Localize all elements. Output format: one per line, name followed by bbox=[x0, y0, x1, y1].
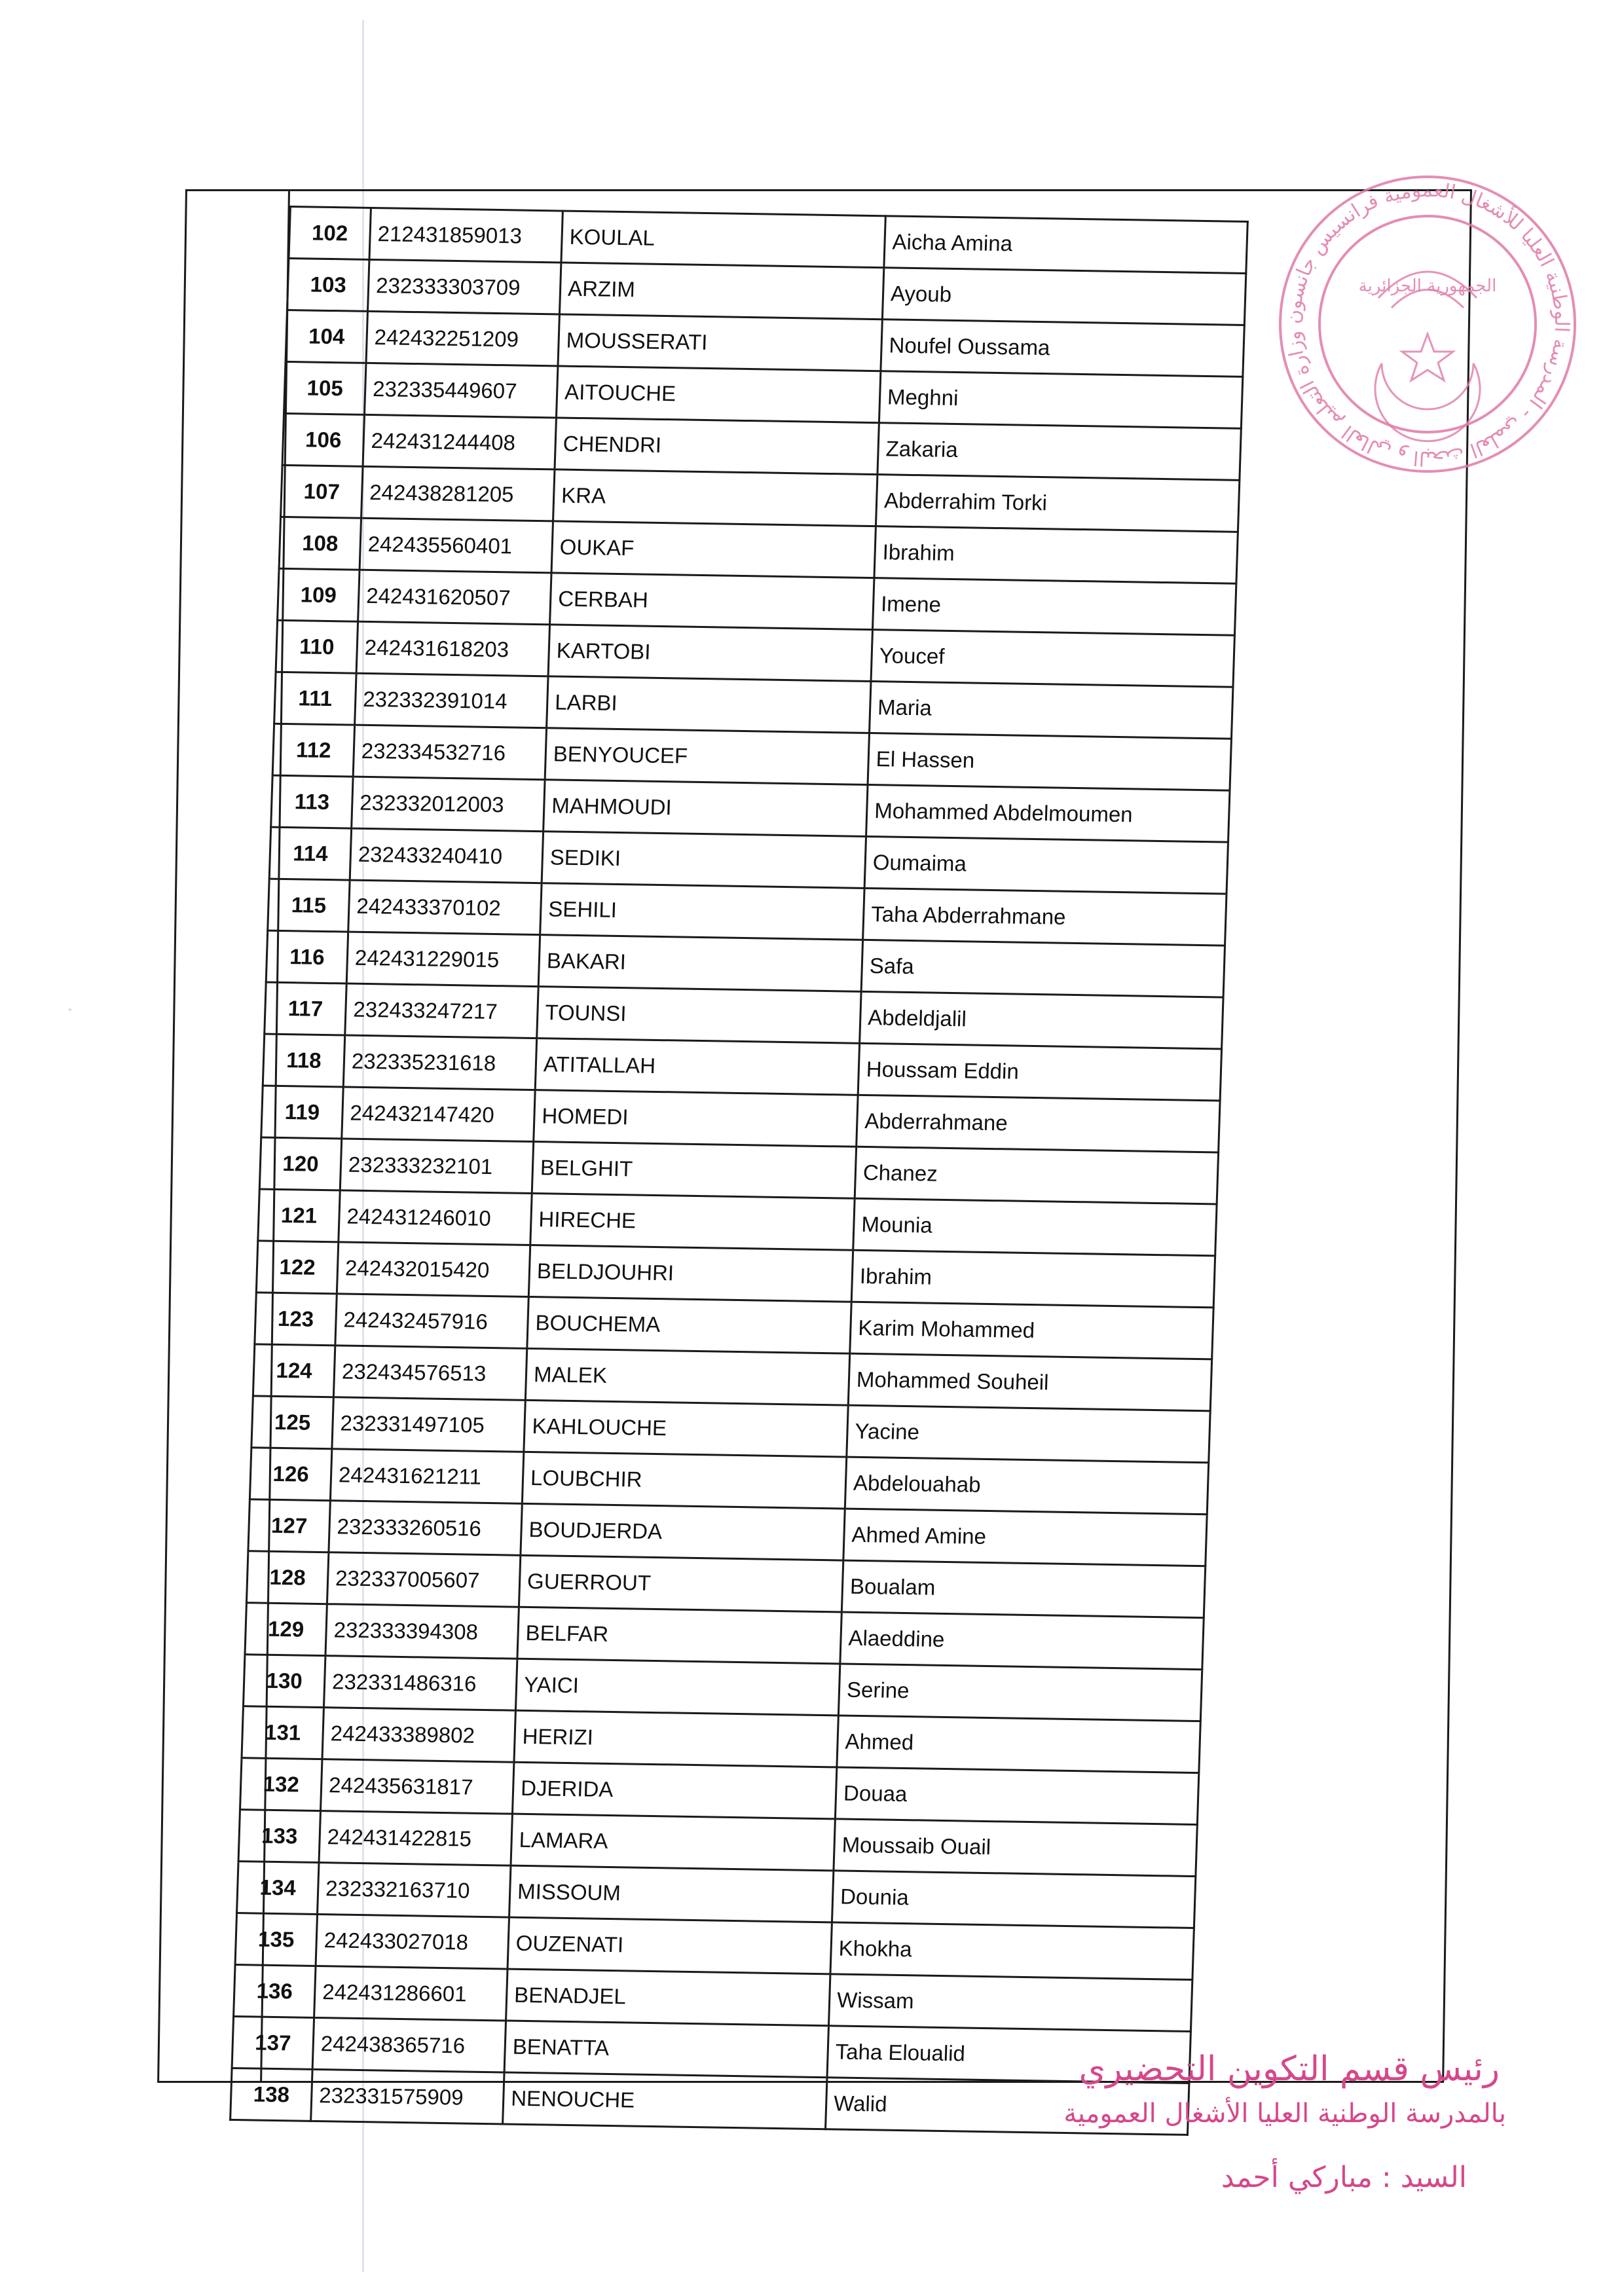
last-name: HIRECHE bbox=[530, 1194, 855, 1251]
last-name: LAMARA bbox=[511, 1814, 835, 1871]
first-name: Mohammed Souheil bbox=[848, 1353, 1211, 1411]
table-body bbox=[231, 207, 1248, 2135]
scan-speck bbox=[69, 1008, 71, 1011]
registration-id: 232333260516 bbox=[329, 1501, 522, 1556]
first-name: Walid bbox=[826, 2078, 1189, 2135]
stamp-ring-text: وزارة التعليم العالي و البحث العلمي - المدرسة الوطنية العليا للأشغال العمومية فرانسيس جانسون bbox=[1282, 178, 1574, 470]
row-number: 118 bbox=[263, 1034, 344, 1087]
first-name: Yacine bbox=[847, 1405, 1210, 1463]
first-name: Abderrahim Torki bbox=[876, 475, 1239, 532]
row-number: 121 bbox=[258, 1189, 340, 1242]
last-name: SEHILI bbox=[540, 883, 864, 940]
signature-title: رئيس قسم التكوين التحضيري bbox=[1079, 2049, 1500, 2089]
registration-id: 242435631817 bbox=[321, 1759, 514, 1814]
first-name: Zakaria bbox=[877, 423, 1241, 481]
registration-id: 232433240410 bbox=[350, 828, 543, 883]
first-name: Abdelouahab bbox=[845, 1457, 1208, 1515]
row-number: 117 bbox=[265, 982, 346, 1035]
first-name: Serine bbox=[838, 1664, 1202, 1721]
registration-id: 242438365716 bbox=[312, 2017, 506, 2072]
first-name: Wissam bbox=[828, 1974, 1192, 2032]
registration-id: 242432251209 bbox=[366, 311, 559, 366]
registration-id: 242432147420 bbox=[342, 1087, 535, 1142]
last-name: MALEK bbox=[525, 1348, 849, 1405]
registration-id: 232334532716 bbox=[353, 725, 546, 780]
first-name: Chanez bbox=[855, 1147, 1218, 1204]
row-number: 130 bbox=[243, 1655, 325, 1708]
last-name: HOMEDI bbox=[534, 1090, 858, 1147]
first-name: Taha Abderrahmane bbox=[863, 888, 1227, 946]
first-name: Ibrahim bbox=[851, 1250, 1215, 1308]
first-name: Aicha Amina bbox=[884, 216, 1247, 274]
registration-id: 232332012003 bbox=[352, 777, 545, 832]
registration-id: 242432015420 bbox=[337, 1242, 530, 1297]
registration-id: 242435560401 bbox=[360, 518, 553, 573]
last-name: GUERROUT bbox=[519, 1555, 843, 1612]
first-name: Ahmed Amine bbox=[843, 1509, 1207, 1566]
registration-id: 242433370102 bbox=[348, 880, 542, 935]
row-number: 106 bbox=[282, 413, 364, 466]
last-name: BOUDJERDA bbox=[521, 1503, 845, 1560]
row-number: 123 bbox=[255, 1293, 337, 1346]
first-name: Karim Mohammed bbox=[850, 1302, 1213, 1359]
registration-id: 232434576513 bbox=[333, 1346, 526, 1401]
row-number: 127 bbox=[248, 1499, 330, 1552]
registration-id: 232332391014 bbox=[355, 673, 548, 728]
row-number: 112 bbox=[272, 724, 354, 777]
registration-id: 242433027018 bbox=[316, 1914, 509, 1969]
row-number: 108 bbox=[279, 517, 361, 570]
first-name: Douaa bbox=[835, 1767, 1198, 1825]
last-name: KAHLOUCHE bbox=[524, 1400, 848, 1457]
registration-id: 232337005607 bbox=[327, 1552, 520, 1607]
last-name: AITOUCHE bbox=[556, 366, 880, 423]
last-name: DJERIDA bbox=[512, 1762, 836, 1819]
first-name: Dounia bbox=[832, 1871, 1195, 1928]
registration-id: 232335449607 bbox=[365, 363, 558, 418]
registration-id: 242438281205 bbox=[361, 466, 555, 521]
row-number: 131 bbox=[242, 1706, 323, 1759]
registration-id: 232335231618 bbox=[343, 1035, 536, 1090]
registration-id: 232333303709 bbox=[367, 259, 561, 314]
row-number: 102 bbox=[289, 207, 371, 260]
last-name: MISSOUM bbox=[509, 1865, 834, 1922]
registration-id: 242431244408 bbox=[363, 414, 556, 469]
registration-id: 242431246010 bbox=[339, 1190, 532, 1245]
registration-id: 232332163710 bbox=[318, 1863, 511, 1918]
first-name: Mounia bbox=[853, 1198, 1217, 1256]
first-name: Moussaib Ouail bbox=[834, 1819, 1197, 1877]
first-name: Ahmed bbox=[837, 1716, 1200, 1773]
row-number: 111 bbox=[274, 672, 356, 725]
row-number: 103 bbox=[287, 258, 369, 311]
row-number: 125 bbox=[251, 1396, 333, 1449]
last-name: BELFAR bbox=[517, 1607, 841, 1664]
first-name: Houssam Eddin bbox=[858, 1043, 1221, 1101]
last-name: BENATTA bbox=[504, 2021, 828, 2078]
row-number: 116 bbox=[266, 930, 348, 983]
first-name: Ayoub bbox=[882, 268, 1246, 325]
row-number: 104 bbox=[286, 310, 367, 363]
row-number: 138 bbox=[231, 2068, 312, 2121]
first-name: Ibrahim bbox=[874, 526, 1238, 584]
signature-institution: بالمدرسة الوطنية العليا الأشغال العمومية bbox=[1063, 2099, 1506, 2129]
first-name: Abderrahmane bbox=[857, 1095, 1220, 1152]
registration-id: 242431621211 bbox=[330, 1449, 523, 1504]
row-number: 122 bbox=[256, 1241, 338, 1294]
last-name: MAHMOUDI bbox=[544, 780, 868, 837]
row-number: 128 bbox=[246, 1551, 328, 1604]
registration-id: 232331575909 bbox=[311, 2069, 504, 2124]
last-name: BELDJOUHRI bbox=[528, 1245, 853, 1302]
last-name: KOULAL bbox=[561, 211, 885, 268]
student-list-table bbox=[229, 206, 1249, 2136]
last-name: KRA bbox=[553, 469, 877, 526]
row-number: 137 bbox=[232, 2016, 314, 2069]
last-name: YAICI bbox=[515, 1659, 840, 1716]
registration-id: 232433247217 bbox=[345, 983, 538, 1038]
signature-name: السيد : مباركي أحمد bbox=[1221, 2161, 1467, 2194]
last-name: BAKARI bbox=[538, 935, 862, 992]
row-number: 124 bbox=[253, 1344, 335, 1397]
row-number: 129 bbox=[245, 1603, 327, 1656]
last-name: CHENDRI bbox=[555, 418, 879, 475]
last-name: ARZIM bbox=[559, 263, 883, 320]
row-number: 114 bbox=[269, 827, 351, 880]
registration-id: 242431229015 bbox=[346, 932, 540, 987]
registration-id: 232333394308 bbox=[325, 1604, 519, 1659]
last-name: LARBI bbox=[547, 676, 871, 733]
first-name: Abdeldjalil bbox=[860, 991, 1223, 1049]
emblem-icon bbox=[1375, 272, 1480, 441]
first-name: Mohammed Abdelmoumen bbox=[866, 784, 1230, 842]
registration-id: 232331486316 bbox=[323, 1656, 517, 1711]
row-number: 115 bbox=[268, 879, 350, 932]
registration-id: 242433389802 bbox=[322, 1708, 515, 1763]
row-number: 113 bbox=[271, 775, 353, 828]
registration-id: 242432457916 bbox=[335, 1294, 528, 1349]
first-name: Noufel Oussama bbox=[881, 320, 1244, 377]
first-name: Meghni bbox=[879, 371, 1242, 429]
row-number: 107 bbox=[281, 465, 363, 518]
row-number: 136 bbox=[234, 1965, 316, 2018]
registration-id: 242431620507 bbox=[358, 570, 551, 625]
last-name: HERIZI bbox=[514, 1710, 838, 1767]
last-name: NENOUCHE bbox=[503, 2072, 827, 2129]
last-name: OUKAF bbox=[551, 521, 876, 578]
last-name: BENADJEL bbox=[506, 1969, 830, 2026]
last-name: MOUSSERATI bbox=[558, 314, 882, 371]
last-name: SEDIKI bbox=[542, 832, 866, 889]
row-number: 135 bbox=[235, 1913, 317, 1966]
last-name: KARTOBI bbox=[548, 625, 872, 682]
first-name: Taha Eloualid bbox=[827, 2026, 1190, 2084]
first-name: Boualam bbox=[841, 1560, 1205, 1618]
first-name: Oumaima bbox=[864, 836, 1228, 894]
registration-id: 242431618203 bbox=[356, 621, 549, 676]
row-number: 120 bbox=[259, 1137, 341, 1190]
row-number: 134 bbox=[237, 1862, 319, 1915]
registration-id: 232331497105 bbox=[332, 1397, 525, 1452]
first-name: Alaeddine bbox=[840, 1612, 1204, 1670]
first-name: El Hassen bbox=[868, 733, 1231, 791]
last-name: LOUBCHIR bbox=[522, 1452, 846, 1509]
last-name: CERBAH bbox=[550, 573, 874, 630]
row-number: 110 bbox=[276, 620, 358, 673]
row-number: 119 bbox=[261, 1086, 343, 1139]
first-name: Youcef bbox=[871, 630, 1234, 688]
row-number: 133 bbox=[238, 1810, 320, 1863]
first-name: Imene bbox=[872, 578, 1236, 636]
registration-id: 242431286601 bbox=[314, 1966, 507, 2021]
last-name: BELGHIT bbox=[532, 1142, 856, 1199]
first-name: Maria bbox=[870, 682, 1233, 739]
first-name: Safa bbox=[861, 940, 1225, 997]
row-number: 126 bbox=[249, 1448, 331, 1501]
official-stamp bbox=[1267, 167, 1588, 481]
row-number: 109 bbox=[278, 568, 360, 621]
last-name: TOUNSI bbox=[537, 987, 861, 1044]
registration-id: 232333232101 bbox=[340, 1139, 533, 1194]
row-number: 105 bbox=[284, 361, 366, 414]
last-name: BOUCHEMA bbox=[527, 1296, 851, 1353]
last-name: ATITALLAH bbox=[535, 1038, 859, 1095]
last-name: OUZENATI bbox=[507, 1917, 832, 1974]
row-number: 132 bbox=[240, 1758, 322, 1811]
registration-id: 212431859013 bbox=[369, 208, 563, 263]
stamp-center-text: الجمهورية الجزائرية bbox=[1358, 276, 1497, 296]
registration-id: 242431422815 bbox=[319, 1811, 512, 1866]
last-name: BENYOUCEF bbox=[545, 728, 869, 785]
first-name: Khokha bbox=[830, 1922, 1194, 1980]
